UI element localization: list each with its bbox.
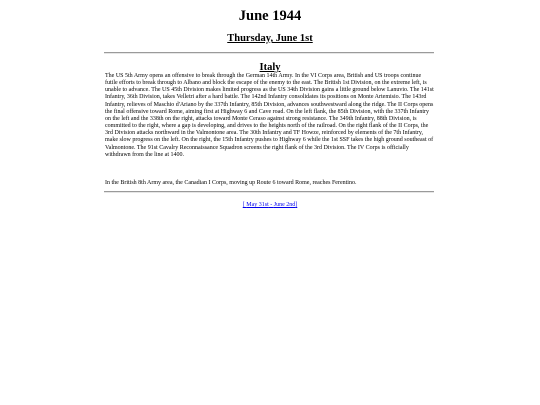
- day-navigation: [0, 202, 540, 208]
- section-title-italy: Italy: [259, 62, 281, 73]
- next-day-link[interactable]: June 2nd: [273, 202, 296, 208]
- bottom-divider: [104, 191, 434, 193]
- nav-link[interactable]: [243, 202, 298, 208]
- body-paragraph-1: The US 5th Army opens an offensive to break through the German 14th Army. In the VI Corps area, British and US troops continue futile efforts to break through to Albano and block the escape of the enemy to the east. The British 1st Division, on the extreme left, is unable to advance. The US 45th Division makes limited progress as the US 34th Division gains a little ground below Lanuvio. The 141st Infantry, 36th Division, takes Velletri after a hard battle. The 142nd Infantry consolidates its positions on Monte Artemisio. The 143rd Infantry, relieves of Maschio d'Ariano by the 337th Infantry, 85th Division, advances southwestward along the ridge. The II Corps opens the final offensive toward Rome, aiming first at Highway 6 and Cave road. On the left flank, the 85th Division, with the 337th Infantry on the left and the 338th on the right, attacks toward Monte Ceraso against strong resistance. The 349th Infantry, 88th Division, is committed to the right, where a gap is developing, and drives to the heights north of the railroad. On the right flank of the II Corps, the 3rd Division attacks northward in the Valmontone area. The 30th Infantry and TF Howze, reinforced by elements of the 7th Infantry, make slow progress on the left. On the right, the 15th Infantry pushes to Highway 6 while the 1st SSF takes the high ground southeast of Valmontone. The 91st Cavalry Reconnaissance Squadron screens the right flank of the 3rd Division. The IV Corps is officially withdrawn from the line at 1400.: [105, 73, 434, 158]
- date-heading: Thursday, June 1st: [227, 33, 313, 44]
- nav-close-bracket: ]: [295, 202, 298, 208]
- top-divider: [104, 52, 434, 54]
- prev-day-link[interactable]: May 31st: [246, 202, 269, 208]
- nav-open-bracket: [: [242, 202, 247, 208]
- page-title: June 1944: [238, 8, 302, 24]
- body-paragraph-2: In the British 8th Army area, the Canadian I Corps, moving up Route 6 toward Rome, reaches Ferentino.: [105, 180, 357, 186]
- nav-separator: -: [268, 202, 274, 208]
